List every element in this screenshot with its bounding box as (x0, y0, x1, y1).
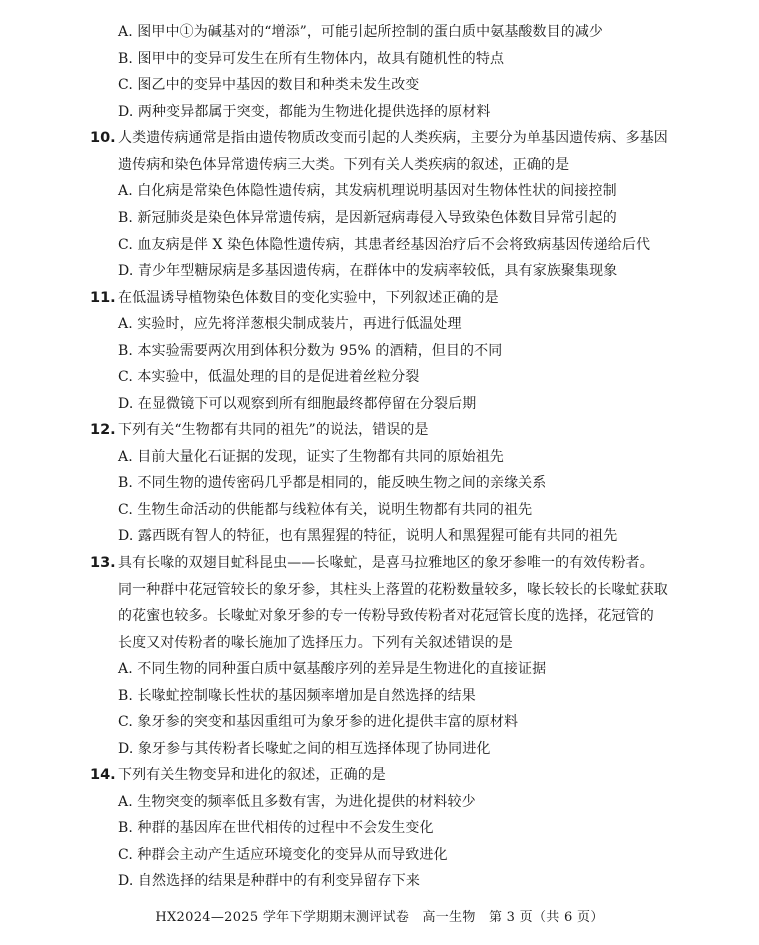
q13-number: 13. (90, 555, 116, 571)
q13-option-c: C. 象牙参的突变和基因重组可为象牙参的进化提供丰富的原材料 (118, 714, 519, 730)
q12-number: 12. (90, 422, 116, 438)
q10-option-b: B. 新冠肺炎是染色体异常遗传病，是因新冠病毒侵入导致染色体数目异常引起的 (118, 210, 617, 226)
q14-option-b: B. 种群的基因库在世代相传的过程中不会发生变化 (118, 820, 434, 836)
q9-option-c: C. 图乙中的变异中基因的数目和种类未发生改变 (118, 77, 420, 93)
q10-stem-line-2: 遗传病和染色体异常遗传病三大类。下列有关人类疾病的叙述，正确的是 (118, 157, 570, 173)
q11-option-c: C. 本实验中，低温处理的目的是促进着丝粒分裂 (118, 369, 420, 385)
q11-option-d: D. 在显微镜下可以观察到所有细胞最终都停留在分裂后期 (118, 396, 477, 412)
q9-option-a: A. 图甲中①为碱基对的“增添”，可能引起所控制的蛋白质中氨基酸数目的减少 (118, 24, 604, 40)
q13-stem-line-1: 具有长喙的双翅目虻科昆虫——长喙虻，是喜马拉雅地区的象牙参唯一的有效传粉者。 (118, 555, 654, 571)
q12-option-a: A. 目前大量化石证据的发现，证实了生物都有共同的原始祖先 (118, 449, 504, 465)
q11-option-a: A. 实验时，应先将洋葱根尖制成装片，再进行低温处理 (118, 316, 462, 332)
q13-option-a: A. 不同生物的同种蛋白质中氨基酸序列的差异是生物进化的直接证据 (118, 661, 547, 677)
q10-option-c: C. 血友病是伴 X 染色体隐性遗传病，其患者经基因治疗后不会将致病基因传递给后代 (118, 237, 651, 253)
q13-option-b: B. 长喙虻控制喙长性状的基因频率增加是自然选择的结果 (118, 688, 476, 704)
q12-option-c: C. 生物生命活动的供能都与线粒体有关，说明生物都有共同的祖先 (118, 502, 533, 518)
page-footer: HX2024—2025 学年下学期期末测评试卷 高一生物 第 3 页（共 6 页） (155, 910, 604, 925)
q11-option-b: B. 本实验需要两次用到体积分数为 95% 的酒精，但目的不同 (118, 343, 503, 359)
q14-stem: 下列有关生物变异和进化的叙述，正确的是 (118, 767, 386, 783)
q10-option-a: A. 白化病是常染色体隐性遗传病，其发病机理说明基因对生物体性状的间接控制 (118, 183, 617, 199)
q14-number: 14. (90, 767, 116, 783)
q9-option-d: D. 两种变异都属于突变，都能为生物进化提供选择的原材料 (118, 104, 491, 120)
q14-option-c: C. 种群会主动产生适应环境变化的变异从而导致进化 (118, 847, 448, 863)
q13-option-d: D. 象牙参与其传粉者长喙虻之间的相互选择体现了协同进化 (118, 741, 491, 757)
q10-stem-line-1: 人类遗传病通常是指由遗传物质改变而引起的人类疾病，主要分为单基因遗传病、多基因 (118, 130, 668, 146)
q13-stem-line-2: 同一种群中花冠管较长的象牙参，其柱头上落置的花粉数量较多，喙长较长的长喙虻获取 (118, 582, 668, 598)
q12-option-d: D. 露西既有智人的特征，也有黑猩猩的特征，说明人和黑猩猩可能有共同的祖先 (118, 528, 618, 544)
q13-stem-line-3: 的花蜜也较多。长喙虻对象牙参的专一传粉导致传粉者对花冠管长度的选择，花冠管的 (118, 608, 654, 624)
q12-option-b: B. 不同生物的遗传密码几乎都是相同的，能反映生物之间的亲缘关系 (118, 475, 547, 491)
q10-number: 10. (90, 130, 116, 146)
q9-option-b: B. 图甲中的变异可发生在所有生物体内，故具有随机性的特点 (118, 51, 505, 67)
q14-option-a: A. 生物突变的频率低且多数有害，为进化提供的材料较少 (118, 794, 476, 810)
q11-number: 11. (90, 290, 116, 306)
q11-stem: 在低温诱导植物染色体数目的变化实验中，下列叙述正确的是 (118, 290, 499, 306)
q12-stem: 下列有关“生物都有共同的祖先”的说法，错误的是 (118, 422, 429, 438)
q14-option-d: D. 自然选择的结果是种群中的有利变异留存下来 (118, 873, 420, 889)
q10-option-d: D. 青少年型糖尿病是多基因遗传病，在群体中的发病率较低，具有家族聚集现象 (118, 263, 618, 279)
q13-stem-line-4: 长度又对传粉者的喙长施加了选择压力。下列有关叙述错误的是 (118, 635, 513, 651)
